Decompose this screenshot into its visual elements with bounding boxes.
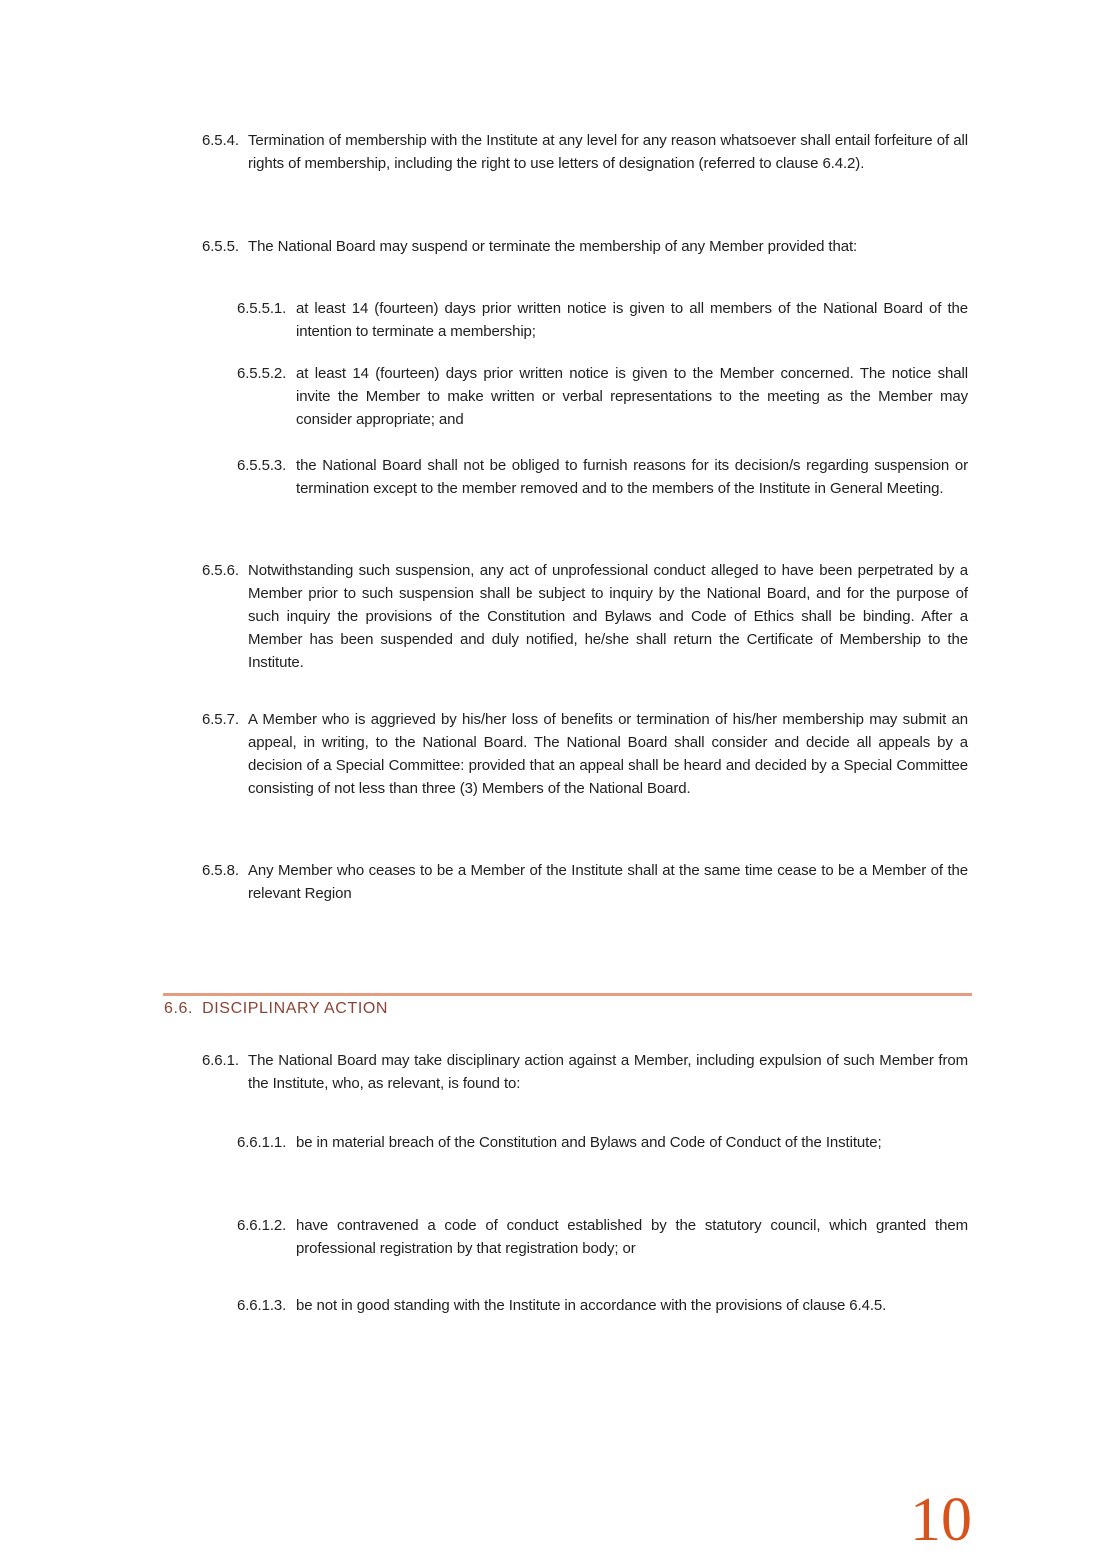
clause-6-6-1 (202, 1049, 968, 1095)
clause-number: 6.5.7. (202, 711, 239, 728)
clause-6-5-5 (202, 235, 968, 258)
clause-text: Notwithstanding such suspension, any act of unprofessional conduct alleged to have been perpetrated by a Member prior to such suspension shall be subject to inquiry by the National Board, and for the purpose of such inquiry the provisions of the Constitution and Bylaws and Code of Ethics shall be binding. After a Member has been suspended and duly notified, he/she shall return the Certificate of Membership to the Institute. (248, 562, 968, 671)
section-heading (164, 999, 973, 1019)
clause-number: 6.6.1.3. (237, 1297, 287, 1314)
clause-number: 6.5.5.3. (237, 457, 287, 474)
clause-text: be in material breach of the Constitution and Bylaws and Code of Conduct of the Institute; (296, 1134, 882, 1151)
clause-number: 6.5.5.1. (237, 300, 287, 317)
clause-text: be not in good standing with the Institute in accordance with the provisions of clause 6.4.5. (296, 1297, 887, 1314)
clause-number: 6.5.8. (202, 862, 239, 879)
clause-number: 6.5.5.2. (237, 365, 287, 382)
page-number: 10 (910, 1486, 972, 1554)
clause-6-5-5-2 (237, 362, 968, 431)
clause-number: 6.5.5. (202, 238, 239, 255)
clause-6-5-8 (202, 859, 968, 905)
section-title: DISCIPLINARY ACTION (202, 1000, 389, 1017)
clause-6-5-5-1 (237, 297, 968, 343)
clause-text: at least 14 (fourteen) days prior written notice is given to all members of the National Board of the intention to terminate a membership; (296, 300, 968, 340)
clause-number: 6.6.1. (202, 1052, 239, 1069)
clause-text: The National Board may suspend or terminate the membership of any Member provided that: (248, 238, 858, 255)
clause-text: A Member who is aggrieved by his/her loss of benefits or termination of his/her membership may submit an appeal, in writing, to the National Board. The National Board shall consider and decide all appeals by a decision of a Special Committee: provided that an appeal shall be heard and decided by a Special Committee consisting of not less than three (3) Members of the National Board. (248, 711, 968, 797)
clause-6-5-5-3 (237, 454, 968, 500)
clause-number: 6.5.6. (202, 562, 239, 579)
clause-6-6-1-1 (237, 1131, 968, 1154)
clause-6-5-7 (202, 708, 968, 800)
clause-6-5-6 (202, 559, 968, 674)
clause-text: have contravened a code of conduct established by the statutory council, which granted them professional registration by that registration body; or (296, 1217, 968, 1257)
section-number: 6.6. (164, 1000, 194, 1017)
clause-text: Termination of membership with the Institute at any level for any reason whatsoever shall entail forfeiture of all rights of membership, including the right to use letters of designation (referred to clause 6.4.2). (248, 132, 968, 172)
clause-text: at least 14 (fourteen) days prior written notice is given to the Member concerned. The notice shall invite the Member to make written or verbal representations to the meeting as the Member may consider appropriate; and (296, 365, 968, 428)
clause-number: 6.6.1.1. (237, 1134, 287, 1151)
clause-text: Any Member who ceases to be a Member of the Institute shall at the same time cease to be a Member of the relevant Region (248, 862, 968, 902)
clause-6-6-1-3 (237, 1294, 968, 1317)
section-divider-rule (163, 993, 972, 996)
clause-text: The National Board may take disciplinary action against a Member, including expulsion of such Member from the Institute, who, as relevant, is found to: (248, 1052, 968, 1092)
clause-6-6-1-2 (237, 1214, 968, 1260)
clause-text: the National Board shall not be obliged to furnish reasons for its decision/s regarding suspension or termination except to the member removed and to the members of the Institute in General Meeting. (296, 457, 968, 497)
clause-number: 6.6.1.2. (237, 1217, 287, 1234)
clause-6-5-4 (202, 129, 968, 175)
clause-number: 6.5.4. (202, 132, 239, 149)
